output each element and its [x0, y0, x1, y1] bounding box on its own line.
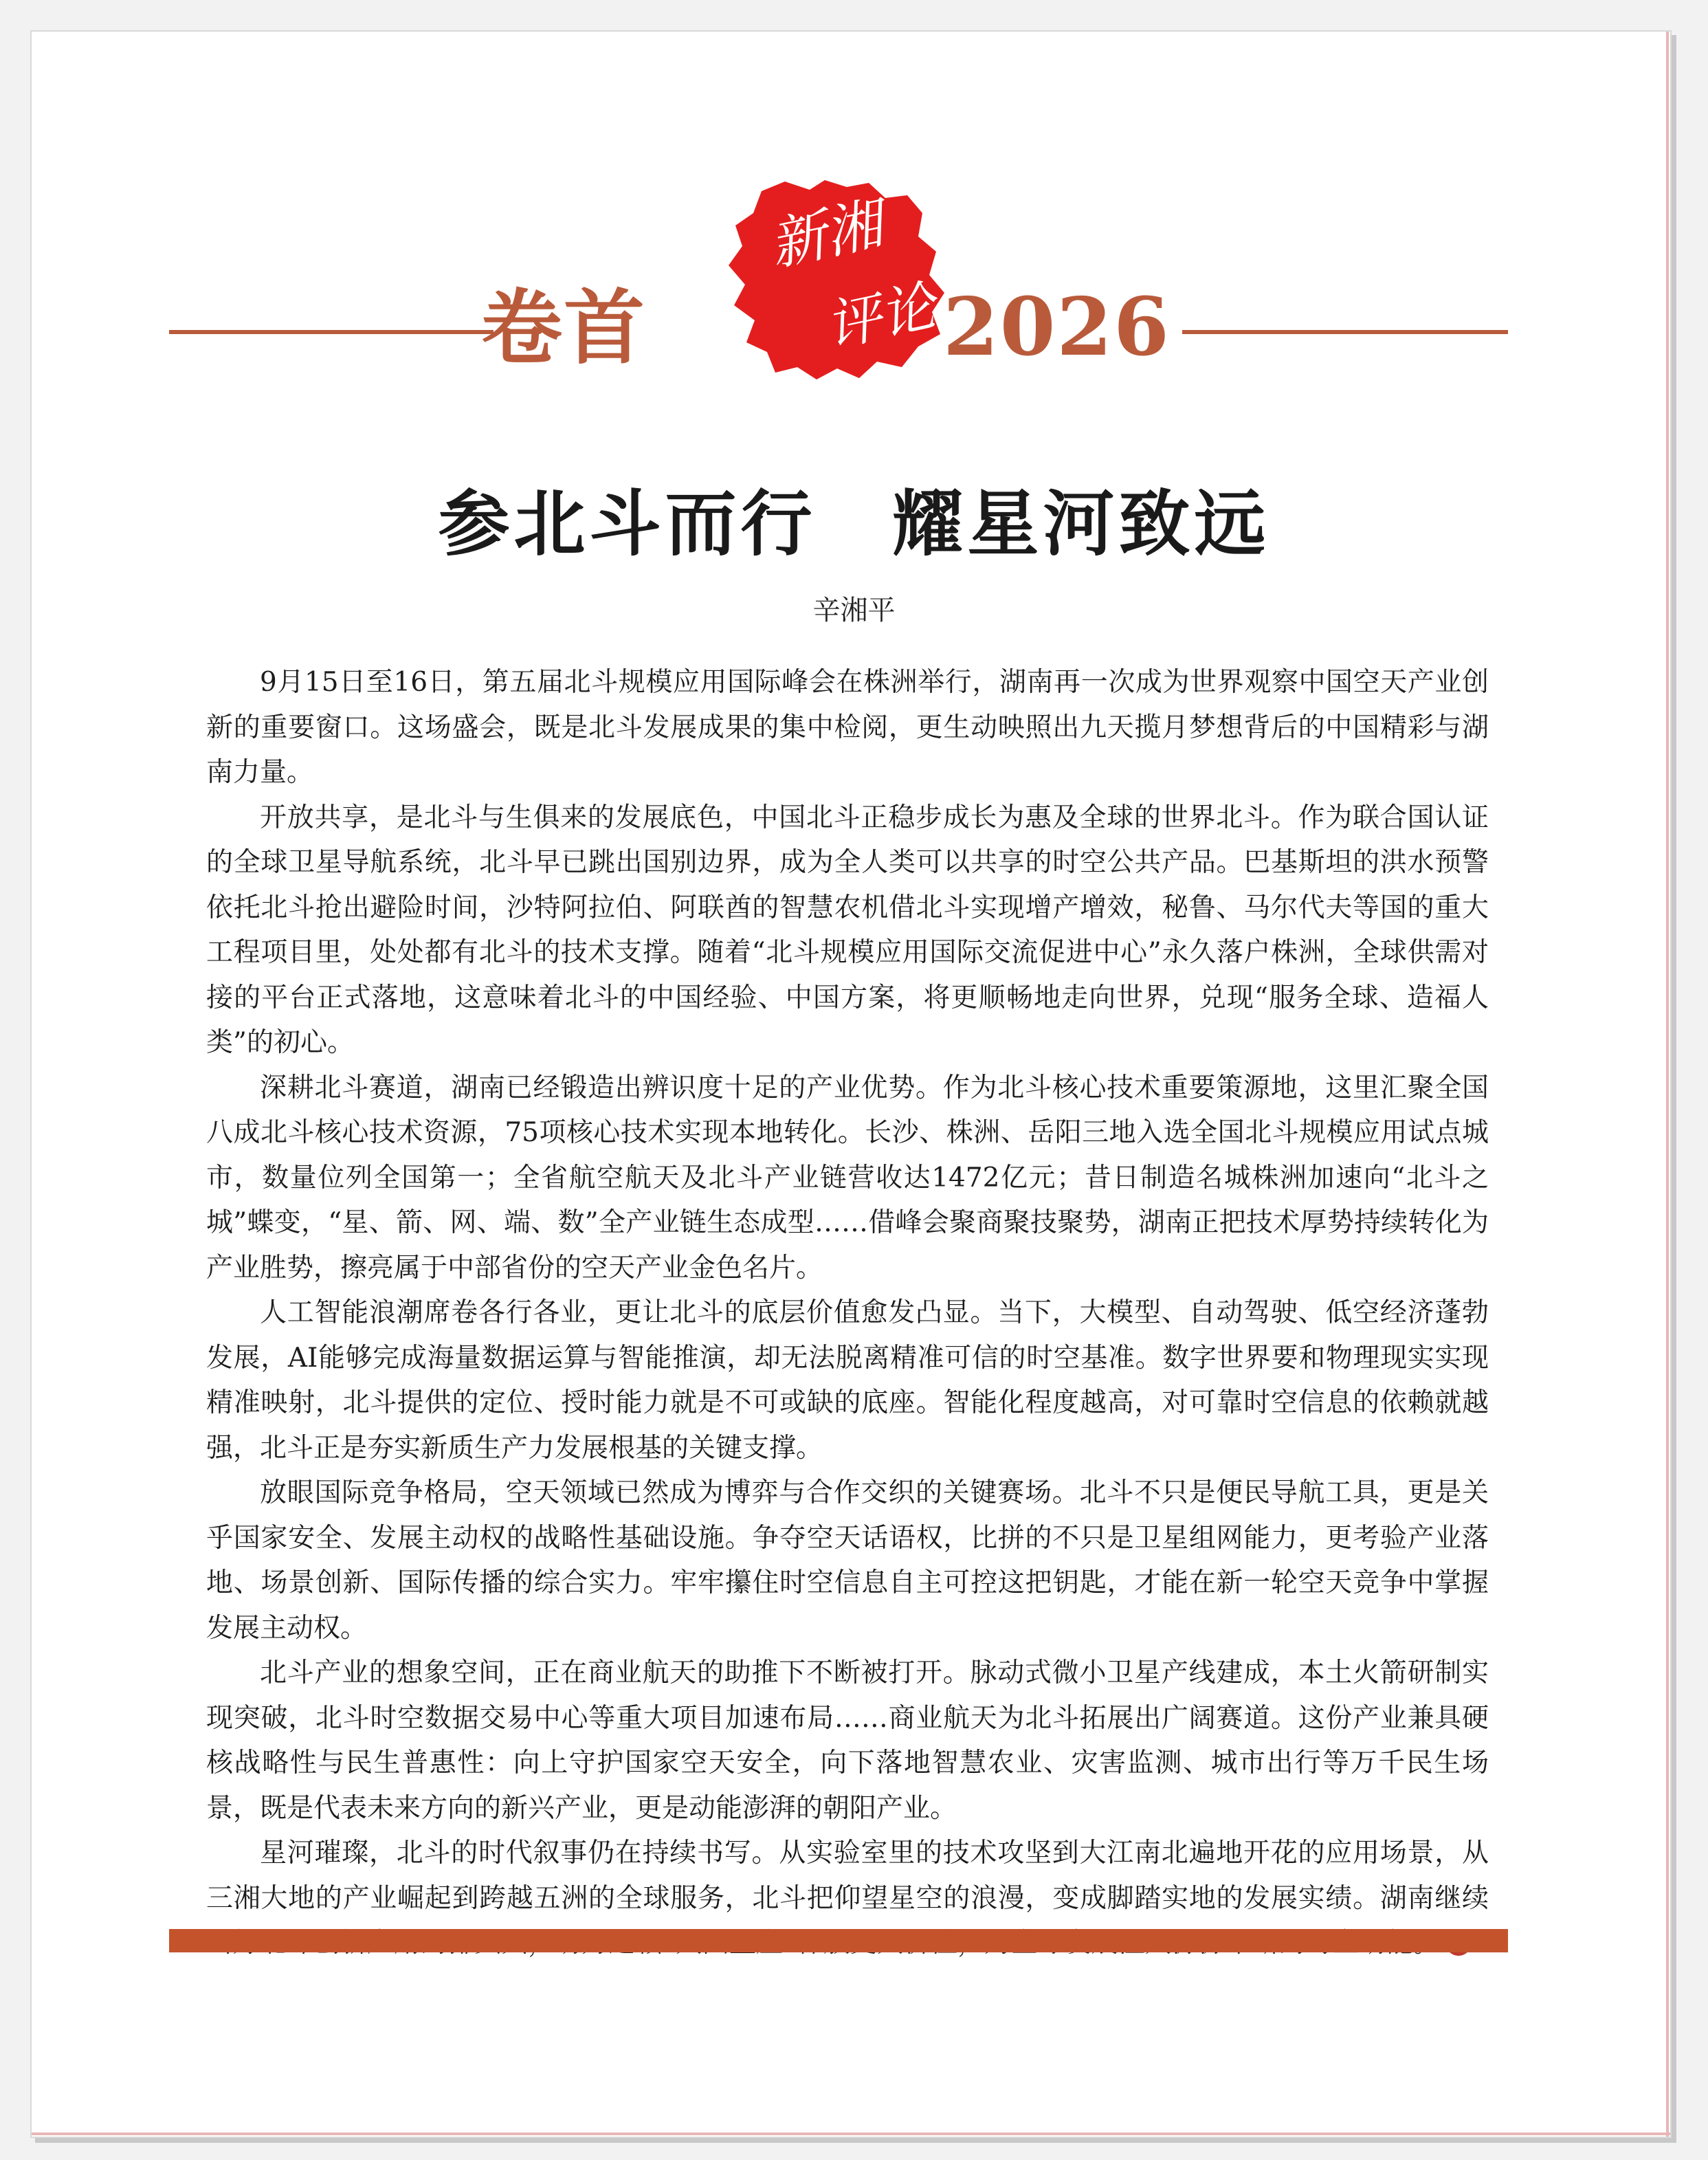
bottom-accent-bar	[169, 1929, 1508, 1952]
masthead-rule-left	[169, 330, 493, 334]
masthead-rule-right	[1182, 330, 1508, 334]
svg-text:评论: 评论	[820, 273, 942, 360]
xinxiang-pinglun-logo	[722, 177, 955, 384]
paragraph: 深耕北斗赛道，湖南已经锻造出辨识度十足的产业优势。作为北斗核心技术重要策源地，这里汇聚全国八成北斗核心技术资源，75项核心技术实现本地转化。长沙、株洲、岳阳三地入选全国北斗规模应用试点城市，数量位列全国第一；全省航空航天及北斗产业链营收达1472亿元；昔日制造名城株洲加速向“北斗之城”蝶变，“星、箭、网、端、数”全产业链生态成型……借峰会聚商聚技聚势，湖南正把技术厚势持续转化为产业胜势，擦亮属于中部省份的空天产业金色名片。	[206, 1072, 1489, 1283]
page-edge-bottom	[32, 2133, 1670, 2135]
article-author: 辛湘平	[812, 595, 896, 626]
paragraph: 9月15日至16日，第五届北斗规模应用国际峰会在株洲举行，湖南再一次成为世界观察中国空天产业创新的重要窗口。这场盛会，既是北斗发展成果的集中检阅，更生动映照出九天揽月梦想背后的中国精彩与湖南力量。	[206, 667, 1489, 788]
paragraph: 放眼国际竞争格局，空天领域已然成为博弈与合作交织的关键赛场。北斗不只是便民导航工具，更是关乎国家安全、发展主动权的战略性基础设施。争夺空天话语权，比拼的不只是卫星组网能力，更考验产业落地、场景创新、国际传播的综合实力。牢牢攥住时空信息自主可控这把钥匙，才能在新一轮空天竞争中掌握发展主动权。	[206, 1477, 1489, 1644]
paragraph: 人工智能浪潮席卷各行各业，更让北斗的底层价值愈发凸显。当下，大模型、自动驾驶、低空经济蓬勃发展，AI能够完成海量数据运算与智能推演，却无法脱离精准可信的时空基准。数字世界要和物理现实实现精准映射，北斗提供的定位、授时能力就是不可或缺的底座。智能化程度越高，对可靠时空信息的依赖就越强，北斗正是夯实新质生产力发展根基的关键支撑。	[206, 1297, 1489, 1464]
article-body	[206, 660, 1489, 1966]
masthead-year: 2026	[943, 280, 1171, 374]
svg-text:新湘: 新湘	[764, 191, 888, 279]
paragraph-last-text: 星河璀璨，北斗的时代叙事仍在持续书写。从实验室里的技术攻坚到大江南北遍地开花的应用场景，从三湘大地的产业崛起到跨越五洲的全球服务，北斗把仰望星空的浪漫，变成脚踏实地的发展实绩。湖南继续	[206, 1838, 1489, 1914]
paragraph: 开放共享，是北斗与生俱来的发展底色，中国北斗正稳步成长为惠及全球的世界北斗。作为联合国认证的全球卫星导航系统，北斗早已跳出国别边界，成为全人类可以共享的时空公共产品。巴基斯坦的洪水预警依托北斗抢出避险时间，沙特阿拉伯、阿联酋的智慧农机借北斗实现增产增效，秘鲁、马尔代夫等国的重大工程项目里，处处都有北斗的技术支撑。随着“北斗规模应用国际交流促进中心”永久落户株洲，全球供需对接的平台正式落地，这意味着北斗的中国经验、中国方案，将更顺畅地走向世界，兑现“服务全球、造福人类”的初心。	[206, 802, 1489, 1058]
column-name: 卷首	[481, 280, 647, 375]
paragraph: 北斗产业的想象空间，正在商业航天的助推下不断被打开。脉动式微小卫星产线建成，本土火箭研制实现突破，北斗时空数据交易中心等重大项目加速布局……商业航天为北斗拓展出广阔赛道。这份产业兼具硬核战略性与民生普惠性：向上守护国家空天安全，向下落地智慧农业、灾害监测、城市出行等万千民生场景，既是代表未来方向的新兴产业，更是动能澎湃的朝阳产业。	[206, 1657, 1489, 1824]
page-edge-right	[1666, 32, 1669, 2137]
article-title: 参北斗而行 耀星河致远	[438, 481, 1270, 566]
